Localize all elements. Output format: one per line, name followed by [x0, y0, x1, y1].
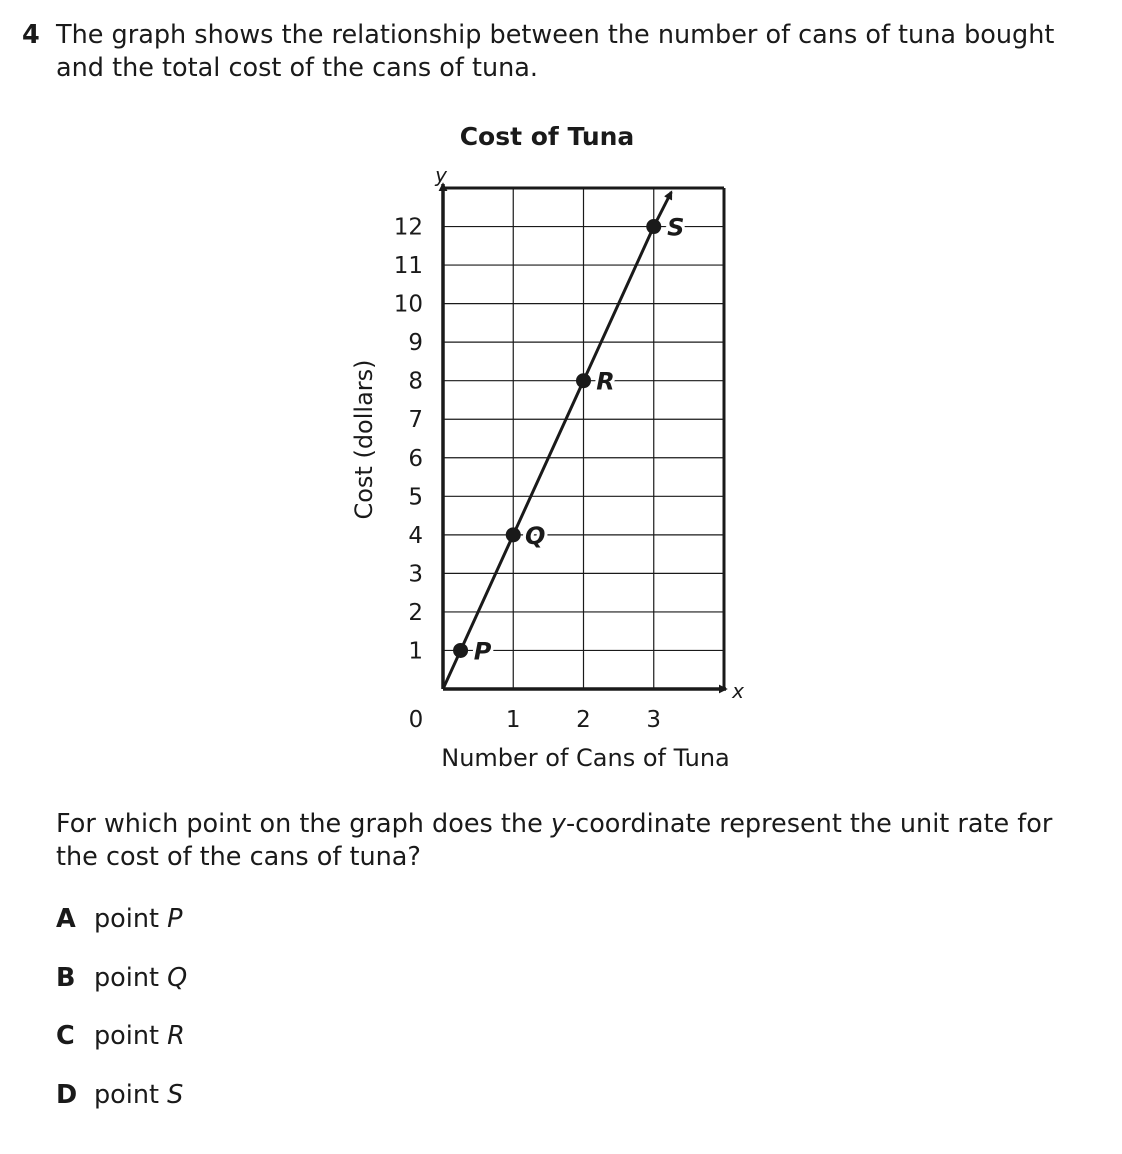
point-marker: [453, 643, 468, 658]
y-tick-label: 2: [408, 599, 423, 626]
question-prompt: [56, 808, 1096, 874]
point-label: S: [667, 213, 685, 242]
point-s: [646, 214, 684, 242]
point-label: P: [473, 637, 492, 666]
answer-choices: [56, 903, 187, 1137]
x-axis-letter: x: [732, 679, 744, 703]
choice-word: point: [94, 904, 160, 934]
origin-label: 0: [408, 707, 424, 733]
choice-b[interactable]: [56, 962, 187, 1021]
y-tick-label: 5: [408, 484, 423, 511]
choice-word: point: [94, 1079, 160, 1110]
point-marker: [506, 527, 521, 542]
prompt-variable: y: [550, 809, 566, 839]
y-tick-label: 3: [408, 561, 423, 588]
chart-grid: [443, 188, 724, 689]
question-text-line-1: The graph shows the relationship between the number of cans of tuna bought: [56, 20, 1055, 50]
x-tick-label: 3: [646, 707, 662, 733]
choice-letter: B: [56, 962, 76, 993]
prompt-text-before: For which point on the graph does the: [56, 809, 551, 839]
question-number: 4: [22, 20, 40, 50]
choice-point: R: [167, 1021, 185, 1051]
y-tick-label: 6: [408, 445, 423, 472]
y-axis-title: Cost (dollars): [350, 359, 378, 520]
chart-title: Cost of Tuna: [459, 122, 635, 151]
choice-letter: C: [56, 1021, 75, 1051]
point-p: [453, 637, 492, 665]
prompt-text-line-2: the cost of the cans of tuna?: [56, 842, 421, 872]
choice-word: point: [94, 1021, 160, 1051]
prompt-text-after: -coordinate represent the unit rate for: [565, 809, 1053, 839]
y-tick-label: 9: [408, 330, 423, 357]
chart-points: [453, 214, 684, 666]
point-q: [506, 522, 546, 550]
question-text-line-2: and the total cost of the cans of tuna.: [56, 53, 539, 83]
chart-line-layer: [443, 192, 671, 689]
point-marker: [576, 373, 591, 388]
point-label: R: [596, 367, 615, 396]
choice-letter: A: [56, 904, 76, 934]
choice-a[interactable]: [56, 903, 187, 962]
choice-word: point: [94, 962, 160, 993]
y-axis-letter: y: [435, 163, 447, 187]
point-marker: [646, 219, 661, 234]
choice-point: S: [167, 1079, 184, 1110]
point-label: Q: [525, 521, 546, 550]
point-r: [576, 368, 615, 396]
x-tick-label: 2: [576, 707, 591, 733]
choice-letter: D: [56, 1079, 78, 1110]
y-tick-label: 4: [408, 522, 423, 549]
x-tick-label: 1: [505, 707, 521, 733]
y-tick-label: 11: [393, 253, 423, 280]
x-axis-title: Number of Cans of Tuna: [441, 744, 730, 772]
y-tick-label: 8: [408, 368, 423, 395]
y-tick-label: 7: [408, 407, 423, 434]
choice-c[interactable]: [56, 1020, 187, 1079]
choice-point: P: [167, 904, 183, 934]
y-tick-label: 12: [393, 214, 423, 241]
choice-point: Q: [167, 962, 188, 993]
y-tick-label: 1: [408, 638, 423, 665]
choice-d[interactable]: [56, 1079, 187, 1138]
y-tick-label: 10: [393, 291, 423, 318]
chart-axes: [434, 163, 744, 703]
